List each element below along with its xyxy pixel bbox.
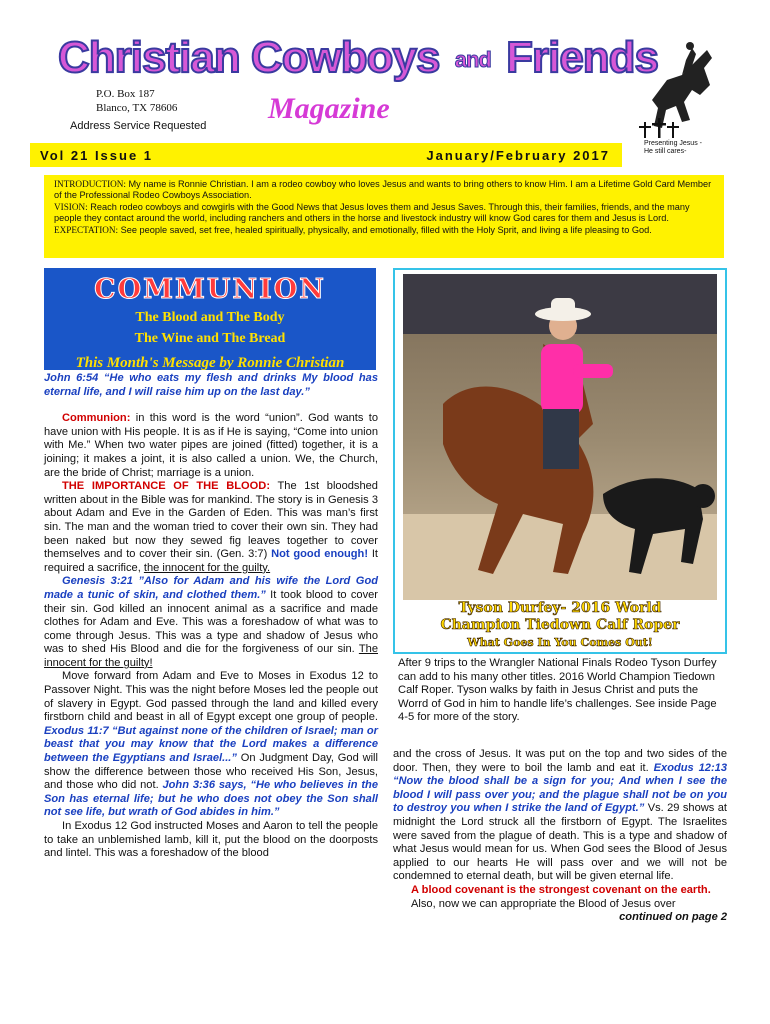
feature-photo-frame [393,268,727,654]
paragraph-blood [44,480,378,575]
vision-paragraph [54,202,714,225]
cross-text-2: Vs. 29 shows at midnight the Lord struck all the firstborn of Egypt. The Israelites were saved from the plague of death. This is a type and shadow of what Jesus would mean for us. When God sees the Blood of Jesus applied to our hearts He will pass over and we will not be condemned to eternal death, but will be given eternal life. [393,802,727,883]
logo-tagline: Presenting Jesus - He still cares- [644,140,702,155]
monthly-message-byline: This Month's Message by Ronnie Christian [75,355,345,371]
bucking-horse-logo [612,40,732,165]
communion-subtitle-2: The Wine and The Bread [134,331,286,346]
headline-line-2: Champion Tiedown Calf Roper [440,617,680,633]
paragraph-passover: In Exodus 12 God instructed Moses and Aaron to tell the people to take an unblemished lamb, kill it, put the blood on the doorposts and lintel. This was a foreshadow of the blood [44,820,378,860]
bucking-horse-icon [612,40,732,140]
paragraph-communion [44,412,378,480]
blood-text: The 1st bloodshed written about in the Bible was for mankind. The story is in Genesis 3 about Adam and Eve in the Garden of Eden. This was man’s first sin. The man and the woman tried to cover their own sin. They had been naked but now they sewed fig leaves together to cover themselves and to cover their sin. (Gen. 3:7) [44,480,378,561]
feature-caption: After 9 trips to the Wrangler National Finals Rodeo Tyson Durfey can add to his many other titles. 2016 World Champion Tiedown Calf Roper. Tyson walks by faith in Jesus Christ and puts the Worrd of God in him to handle life’s challenges. See inside Page 4-5 for more of the story. [398,657,717,724]
introduction-label: INTRODUCTION: [54,179,126,189]
blood-covenant-statement: A blood covenant is the strongest covenant on the earth. [411,883,711,896]
exodus-text: Move forward from Adam and Eve to Moses in Exodus 12 to Passover Night. This was the night before Moses led the people out of slavery in Egypt. God passed through the land and killed every firstborn child and beast in all of Egypt except one group of people. [44,670,378,724]
article-left-column [44,372,378,861]
genesis-verse: Genesis 3:21 ”Also for Adam and his wife the Lord God made a tunic of skin, and clothed them.” [44,575,378,601]
communion-subtitle-1: The Blood and The Body [135,310,285,325]
paragraph-cross [393,748,727,884]
mailing-address [96,87,177,115]
magazine-subtitle: Magazine [268,92,390,125]
address-line-1: P.O. Box 187 [96,88,155,100]
exodus-12-13-verse: Exodus 12:13 “Now the blood shall be a sign for you; And when I see the blood I will pass over you; and the plague shall not be on you to destroy you when I strike the land of Egypt.” [393,761,727,815]
expectation-paragraph [54,225,714,236]
opening-verse: John 6:54 “He who eats my flesh and drinks My blood has eternal life, and I will raise him up on the last day.” [44,372,378,398]
cross-text: and the cross of Jesus. It was put on the top and two sides of the door. Then, they were to boil the lamb and eat it. [393,748,727,774]
headline-line-1: Tyson Durfey- 2016 World [458,600,662,616]
continued-link[interactable]: continued on page 2 [619,911,727,924]
issue-date: January/February 2017 [426,147,610,163]
blood-label: THE IMPORTANCE OF THE BLOOD: [62,480,271,493]
paragraph-appropriate: Also, now we can appropriate the Blood of Jesus over [411,897,676,910]
volume-issue: Vol 21 Issue 1 [40,147,154,163]
address-line-2: Blanco, TX 78606 [96,102,178,114]
address-service-requested: Address Service Requested [70,120,207,132]
feature-headline [395,600,725,651]
communion-header [44,268,376,370]
title-and: and [454,47,491,73]
vision-label: VISION: [54,201,88,212]
exodus-text-2: On Judgment Day, God will show the difference between those who received His Son, Jesus, and those who did not. [44,752,378,792]
vision-text: Reach rodeo cowboys and cowgirls with the Good News that Jesus loves them and Jesus Saves. Through this, their families, friends, and the many people they contact around the world, including ranchers and others in the horse and livestock industry will know God cares for them and Jesus is Lord. [54,201,690,224]
title-part-1: Christian Cowboys [58,33,440,82]
magazine-title [58,33,659,82]
communion-title: COMMUNION [94,274,326,305]
expectation-text: See people saved, set free, healed spiritually, physically, and emotionally, filled with the Holy Sprit, and living a life pleasing to God. [118,224,652,235]
issue-bar [30,143,622,167]
blood-text-2: It required a sacrifice, [44,548,378,574]
paragraph-exodus [44,670,378,820]
article-right-column [393,748,727,925]
calf-roper-photo [403,274,717,600]
genesis-text: It took blood to cover their sin. God killed an innocent animal as a sacrifice and made clothes for Adam and Eve. This was a foreshadow of what was to come through Jesus. This was a type and shadow of Jesus who was to shed His Blood and die for the forgiveness of our sin. [44,588,378,656]
innocent-for-guilty-2: The innocent for the guilty! [44,643,378,669]
mission-statement [44,175,724,258]
feature-subhead: What Goes In You Comes Out! [467,636,653,649]
communion-text: in this word is the word “union”. God wants to have union with His people. It is as if He is saying, “Come into union with Me.” When two water pipes are joined (fitted) together, it is a joining; it makes a joint, it is also called a union. We, the Church, are the bride of Christ; marriage is a union. [44,412,378,479]
paragraph-genesis [44,575,378,670]
not-good-enough: Not good enough! [271,548,369,561]
communion-label: Communion: [62,412,131,425]
introduction-paragraph [54,179,714,202]
title-part-2: Friends [506,33,659,82]
introduction-text: My name is Ronnie Christian. I am a rodeo cowboy who loves Jesus and wants to bring others to know Him. I am a Lifetime Gold Card Member of the Professional Rodeo Cowboys Association. [54,179,712,201]
innocent-for-guilty: the innocent for the guilty. [143,561,271,574]
john-verse: John 3:36 says, “He who believes in the Son has eternal life; but he who does not obey the Son shall not see life, but wrath of God abides in him.” [44,779,378,819]
expectation-label: EXPECTATION: [54,224,119,235]
exodus-verse: Exodus 11:7 “But against none of the children of Israel; man or beast that you may know that the Lord makes a difference between the Egyptians and Israel...” [44,724,378,765]
